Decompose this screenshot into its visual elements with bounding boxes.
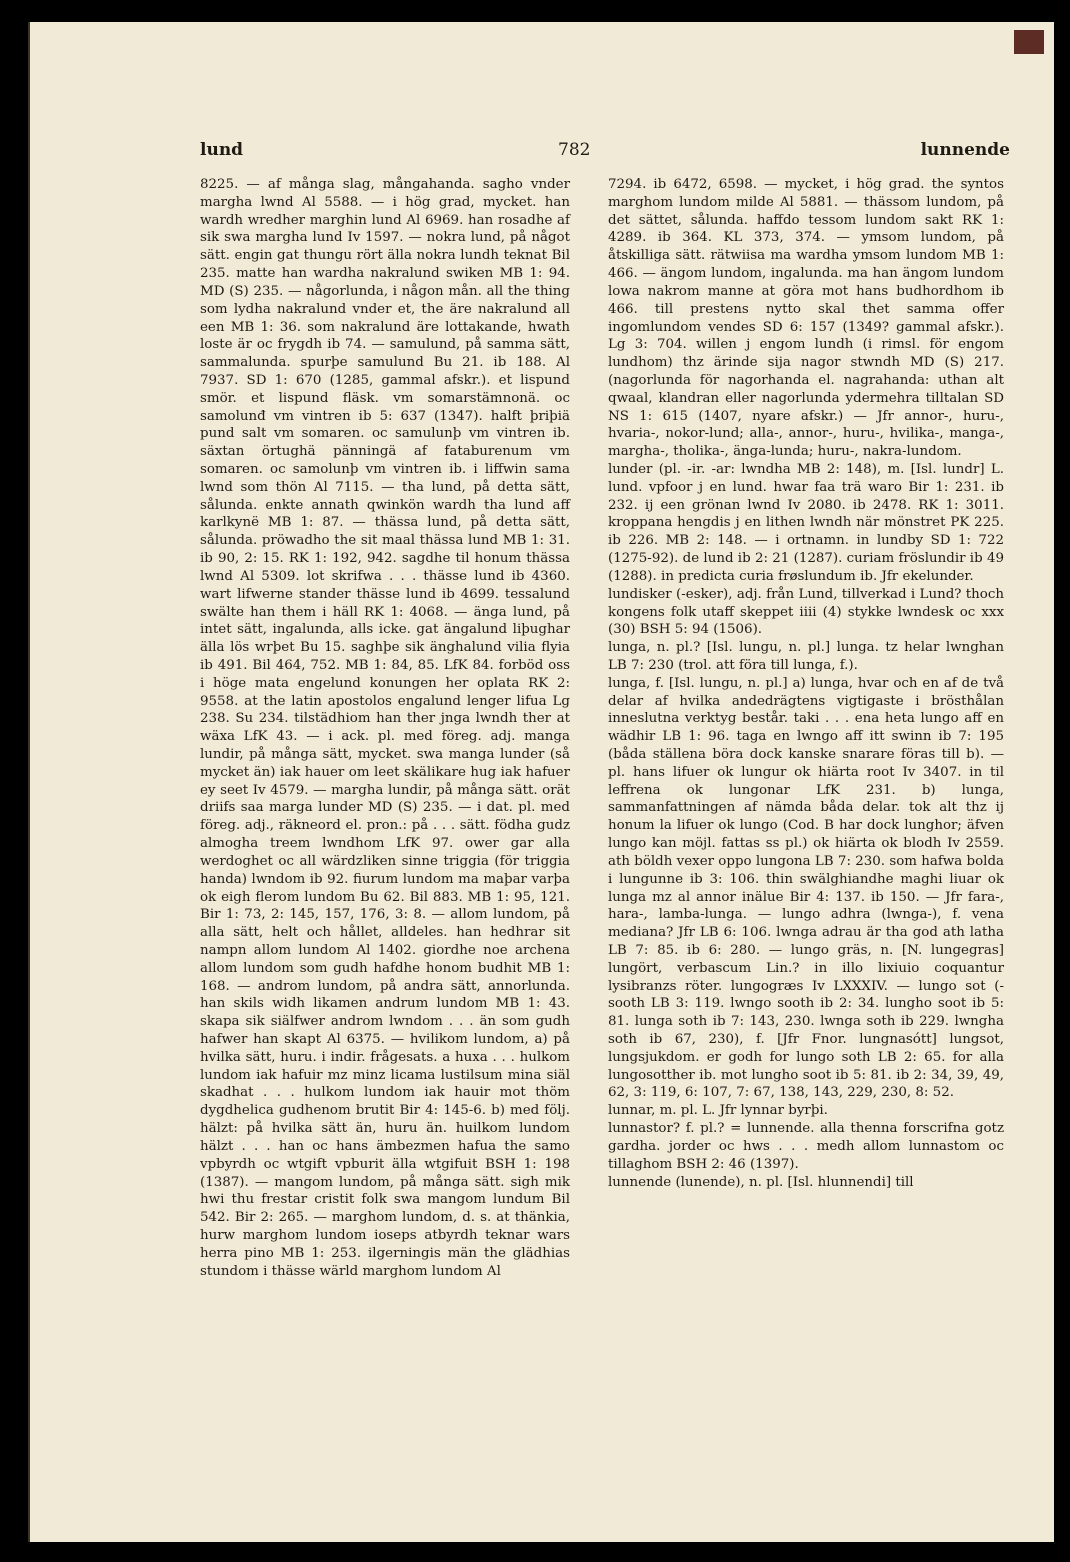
right-running-headword: lunnende: [920, 140, 1010, 160]
entry-continuation-lund-cont: 7294. ib 6472, 6598. — mycket, i hög grad. the syntos marghom lundom milde Al 5881. — thässom lundom, på det sättet, sålunda. haffdo tessom lundom sakt RK 1: 4289. ib 364. KL 373, 374. — ymsom lundom, på åtskilliga sätt. rätwiisa ma wardha ymsom lundom MB 1: 466. — ängom lundom, ingalunda. ma han ängom lundom lowa nakrom manne at göra mot hans budhordhom ib 466. till prestens nytto skal thet samma offer ingomlundom vendes SD 6: 157 (1349? gammal afskr.). Lg 3: 704. willen j engom lundh (i rimsl. för engom lundhom) thz ärinde sija nagor stwndh MD (S) 217. (nagorlunda för nagorhanda el. nagrahanda: uthan alt qwaal, klandran eller nagorlunda ydermehra tilltalan SD NS 1: 615 (1407, nyare afskr.) — Jfr annor-, huru-, hvaria-, nokor-lund; alla-, annor-, huru-, hvilika-, manga-, margha-, tholika-, änga-lunda; huru-, nakra-lundom.: [608, 177, 1004, 460]
entry-lundisker: lundisker (-esker), adj. från Lund, tillverkad i Lund? thoch kongens folk utaff skeppet iiii (4) stykke lwndesk oc xxx (30) BSH 5: 94 (1506).: [608, 586, 1004, 638]
right-column: [608, 176, 1004, 1191]
entry-lunnar: lunnar, m. pl. L. Jfr lynnar byrþi.: [608, 1103, 828, 1119]
entry-lunder: lunder (pl. -ir. -ar: lwndha MB 2: 148), m. [Isl. lundr] L. lund. vpfoor j en lund. hwar faa trä waro Bir 1: 231. ib 232. ij een grönan lwnd Iv 2080. ib 2478. RK 1: 3011. kroppana hengdis j en lithen lwndh när mönstret PK 225. ib 226. MB 2: 148. — i ortnamn. in lundby SD 1: 722 (1275-92). de lund ib 2: 21 (1287). curiam fröslundir ib 49 (1288). in predicta curia frøslundum ib. Jfr ekelunder.: [608, 462, 1004, 584]
left-running-headword: lund: [200, 140, 244, 160]
entry-continuation-lund: 8225. — af många slag, mångahanda. sagho vnder margha lwnd Al 5588. — i hög grad, mycket. han wardh wredher marghin lund Al 6969. han rosadhe af sik swa margha lund Iv 1597. — nokra lund, på något sätt. engin gat thungu rört älla nokra lundh teknat Bil 235. matte han wardha nakralund swiken MB 1: 94. MD (S) 235. — någorlunda, i någon mån. all the thing som lydha nakralund vnder et, the äre nakralund all een MB 1: 36. som nakralund äre lottakande, hwath loste är oc frygdh ib 74. — samulund, på samma sätt, sammalunda. spurþe samulund Bu 21. ib 188. Al 7937. SD 1: 670 (1285, gammal afskr.). et lispund smör. et lispund fläsk. vm somarstämnonä. oc samolunđ vm vintren ib 5: 637 (1347). halft þriþiä pund salt vm somaren. oc samulunþ vm vintren ib. säxtan örtughä pänningä af fataburenum vm somaren. oc samolunþ vm vintren ib. i liffwin sama lwnd som thön Al 7115. — tha lund, på detta sätt, sålunda. enkte annath qwinkön wardh tha lund aff karlkynë MB 1: 87. — thässa lund, på detta sätt, sålunda. pröwadho the sit maal thässa lund MB 1: 31. ib 90, 2: 15. RK 1: 192, 942. sagdhe til honum thässa lwnd Al 5309. lot skrifwa . . . thässe lund ib 4360. wart lifwerne stander thässe lund ib 4699. tessalund swälte han them i häll RK 1: 4068. — änga lund, på intet sätt, ingalunda, alls icke. gat ängalund liþughar älla lös wrþet Bu 15. saghþe sik änghalund vilia flyia ib 491. Bil 464, 752. MB 1: 84, 85. LfK 84. forböd oss i höge mata engelund konungen her oplata RK 2: 9558. at the latin apostolos engalund lenger lifua Lg 238. Su 234. tilstädhiom han ther jnga lwndh ther at wäxa LfK 43. — i ack. pl. med föreg. adj. manga lundir, på många sätt, mycket. swa manga lunder (så mycket än) iak hauer om leet skälikare hug iak hafuer ey seet Iv 4579. — margha lundir, på många sätt. orät driifs saa marga lunder MD (S) 235. — i dat. pl. med föreg. adj., räkneord el. pron.: på . . . sätt. födha gudz almogha treem lwndhom LfK 97. ower gar alla werdoghet oc all wärdzliken sinne triggia (för triggia handa) lwndom ib 92. fiurum lundom ma maþar varþa ok eigh flerom lundom Bu 62. Bil 883. MB 1: 95, 121. Bir 1: 73, 2: 145, 157, 176, 3: 8. — allom lundom, på alla sätt, helt och hållet, alldeles. han hedhrar sit nampn allom lundom Al 1402. giordhe noe archena allom lundom som gudh hafdhe honom budhit MB 1: 168. — androm lundom, på andra sätt, annorlunda. han skils widh likamen andrum lundom MB 1: 43. skapa sik siälfwer androm lwndom . . . än som gudh hafwer han skapt Al 6375. — hvilikom lundom, a) på hvilka sätt, huru. i indir. frågesats. a huxa . . . hulkom lundom iak hafuir mz minz licama lustilsum mina siäl skadhat . . . hulkom lundom iak hauir mot thöm dygdhelica gudhenom brutit Bir 4: 145-6. b) med följ. hälzt: på hvilka sätt än, huru än. huilkom lundom hälzt . . . han oc hans ämbezmen hafua the samo vpbyrdh oc wtgift vpburit älla wtgifuit BSH 1: 198 (1387). — mangom lundom, på många sätt. sigh mik hwi thu frestar cristit folk swa mangom lundum Bil 542. Bir 2: 265. — marghom lundom, d. s. at thänkia, hurw marghom lundom ioseps atbyrdh teknar wars herra pino MB 1: 253. ilgerningis män the glädhias stundom i thässe wärld marghom lundom Al: [200, 177, 570, 1279]
left-column: [200, 176, 570, 1280]
entry-lunga-neuter: lunga, n. pl.? [Isl. lungu, n. pl.] lunga. tz helar lwnghan LB 7: 230 (trol. att föra till lunga, f.).: [608, 640, 1004, 673]
paper-stain-mark: [1014, 30, 1044, 54]
page-header: [200, 140, 1010, 164]
entry-lunga-feminine: lunga, f. [Isl. lungu, n. pl.] a) lunga, hvar och en af de två delar af hvilka andedrägtens vigtigaste i brösthålan inneslutna verktyg består. taki . . . ena heta lungo aff en wädhir LB 1: 96. taga en lwngo aff itt swinn ib 7: 195 (båda ställena böra dock kanske snarare föras till b). — pl. hans lifuer ok lungur ok hiärta root Iv 3407. in til leffrena ok lungonar LfK 231. b) lunga, sammanfattningen af nämda båda delar. tok alt thz ij honum la lifuer ok lungo (Cod. B har dock lunghor; äfven lungo kan möjl. fattas ss pl.) ok hiärta ok blodh Iv 2559. ath böldh vexer oppo lungona LB 7: 230. som hafwa bolda i lungunne ib 3: 106. thin swälghiandhe maghi liuar ok lunga mz al annor inälue Bir 4: 137. ib 150. — Jfr fara-, hara-, lamba-lunga. — lungo adhra (lwnga-), f. vena mediana? Jfr LB 6: 106. lwnga adrau är tha god ath latha LB 7: 85. ib 6: 280. — lungo gräs, n. [N. lungegras] lungört, verbascum Lin.? in illo lixiuio coquantur lysibranzs röter. lungogræs Iv LXXXIV. — lungo sot (-sooth LB 3: 119. lwngo sooth ib 2: 34. lungho soot ib 5: 81. lunga soth ib 7: 143, 230. lwnga soth ib 229. lwngha soth ib 67, 230), f. [Jfr Fnor. lungnasótt] lungsot, lungsjukdom. er godh for lungo soth LB 2: 65. for alla lungosotther ib. mot lungho soot ib 5: 81. ib 2: 34, 39, 49, 62, 3: 119, 6: 107, 7: 67, 138, 143, 229, 230, 8: 52.: [608, 675, 1004, 1101]
page-number: 782: [558, 140, 591, 160]
entry-lunnastor: lunnastor? f. pl.? = lunnende. alla thenna forscrifna gotz gardha. jorder oc hws . . . medh allom lunnastom oc tillaghom BSH 2: 46 (1397).: [608, 1121, 1004, 1172]
entry-lunnende: lunnende (lunende), n. pl. [Isl. hlunnendi] till: [608, 1174, 914, 1190]
